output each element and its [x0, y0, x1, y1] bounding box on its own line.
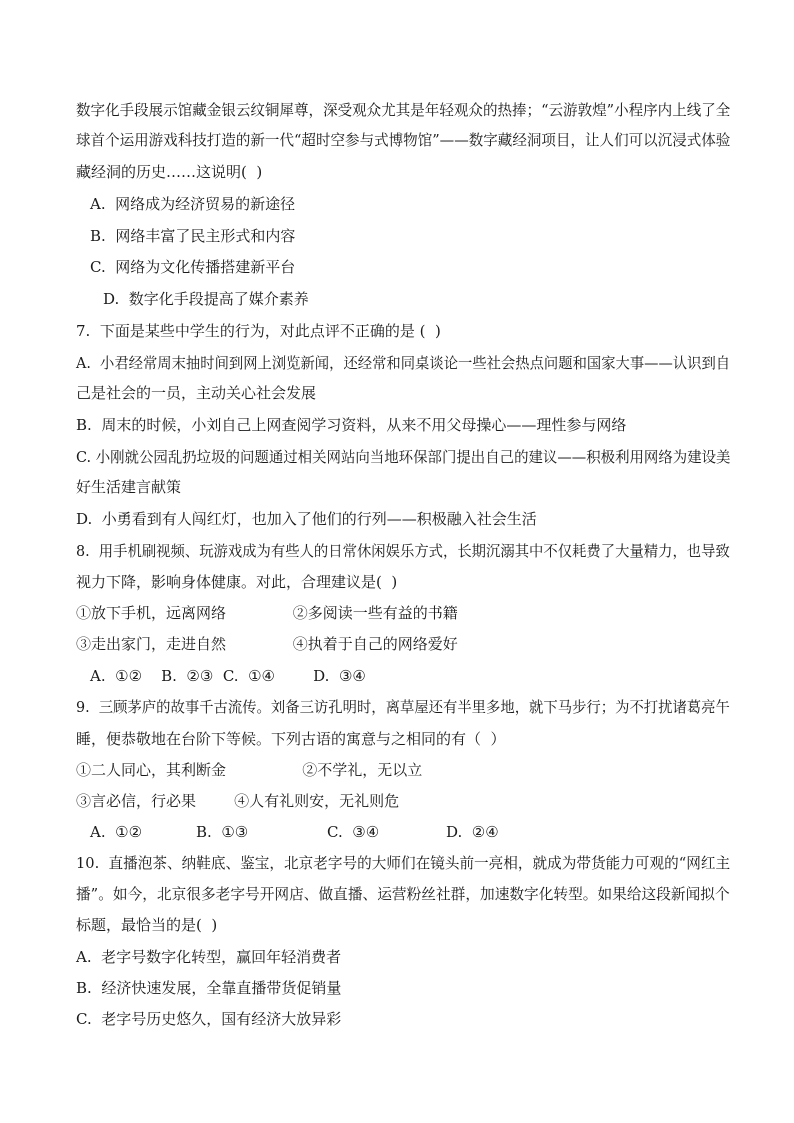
q7-option-b: B. 周末的时候，小刘自己上网查阅学习资料，从来不用父母操心——理性参与网络 [76, 416, 627, 434]
q6-option-c: C. 网络为文化传播搭建新平台 [90, 258, 296, 276]
q9-option-a: A. ①② [90, 823, 143, 841]
q10-stem-line2: 播”。如今，北京很多老字号开网店、做直播、运营粉丝社群，加速数字化转型。如果给这段新闻拟个 [76, 885, 730, 903]
q8-stem-line1: 8. 用手机刷视频、玩游戏成为有些人的日常休闲娱乐方式，长期沉溺其中不仅耗费了大量精力，也导致 [76, 542, 730, 560]
q8-options: A. ①② B. ②③ C. ①④ D. ③④ [90, 667, 366, 685]
q9-option-b: B. ①③ [196, 823, 249, 841]
q8-choices-row1: ①放下手机，远离网络 ②多阅读一些有益的书籍 [76, 604, 458, 622]
q7-option-a-line2: 己是社会的一员，主动关心社会发展 [76, 384, 317, 402]
q9-stem-line2: 睡，便恭敬地在台阶下等候。下列古语的寓意与之相同的有（ ） [76, 730, 506, 748]
q10-option-a: A. 老字号数字化转型，赢回年轻消费者 [76, 948, 342, 966]
q8-choices-row2: ③走出家门，走进自然 ④执着于自己的网络爱好 [76, 635, 458, 653]
q10-stem-line1: 10. 直播泡茶、纳鞋底、鉴宝，北京老字号的大师们在镜头前一亮相，就成为带货能力可观的“网红主 [76, 854, 731, 872]
q10-option-c: C. 老字号历史悠久，国有经济大放异彩 [76, 1010, 342, 1028]
q6-stem-line2: 球首个运用游戏科技打造的新一代“超时空参与式博物馆”——数字藏经洞项目，让人们可以沉浸式体验 [76, 131, 731, 149]
q9-option-d: D. ②④ [446, 823, 499, 841]
q6-stem-line3: 藏经洞的历史……这说明( ) [76, 163, 263, 181]
q6-option-a: A. 网络成为经济贸易的新途径 [90, 195, 296, 213]
q9-stem-line1: 9. 三顾茅庐的故事千古流传。刘备三访孔明时，离草屋还有半里多地，就下马步行；为不打扰诸葛亮午 [76, 698, 730, 716]
q8-stem-line2: 视力下降，影响身体健康。对此，合理建议是( ) [76, 573, 398, 591]
q6-option-d: D. 数字化手段提高了媒介素养 [103, 290, 309, 308]
q9-option-c: C. ③④ [327, 823, 380, 841]
q6-stem-line1: 数字化手段展示馆藏金银云纹铜犀尊，深受观众尤其是年轻观众的热捧；“云游敦煌”小程序内上线了全 [76, 101, 731, 119]
q9-choices-row2: ③言必信，行必果 ④人有礼则安，无礼则危 [76, 792, 400, 810]
q7-stem: 7. 下面是某些中学生的行为，对此点评不正确的是 ( ) [76, 322, 441, 340]
q7-option-d: D. 小勇看到有人闯红灯，也加入了他们的行列——积极融入社会生活 [76, 510, 537, 528]
q7-option-c-line1: C. 小刚就公园乱扔垃圾的问题通过相关网站向当地环保部门提出自己的建议——积极利用网络为建设美 [76, 448, 731, 466]
q9-choices-row1: ①二人同心，其利断金 ②不学礼，无以立 [76, 761, 423, 779]
q6-option-b: B. 网络丰富了民主形式和内容 [90, 227, 296, 245]
q10-stem-line3: 标题，最恰当的是( ) [76, 916, 218, 934]
q10-option-b: B. 经济快速发展，全靠直播带货促销量 [76, 979, 342, 997]
q7-option-a-line1: A. 小君经常周末抽时间到网上浏览新闻，还经常和同桌谈论一些社会热点问题和国家大事——认识到自 [76, 354, 731, 372]
q7-option-c-line2: 好生活建言献策 [76, 478, 182, 496]
